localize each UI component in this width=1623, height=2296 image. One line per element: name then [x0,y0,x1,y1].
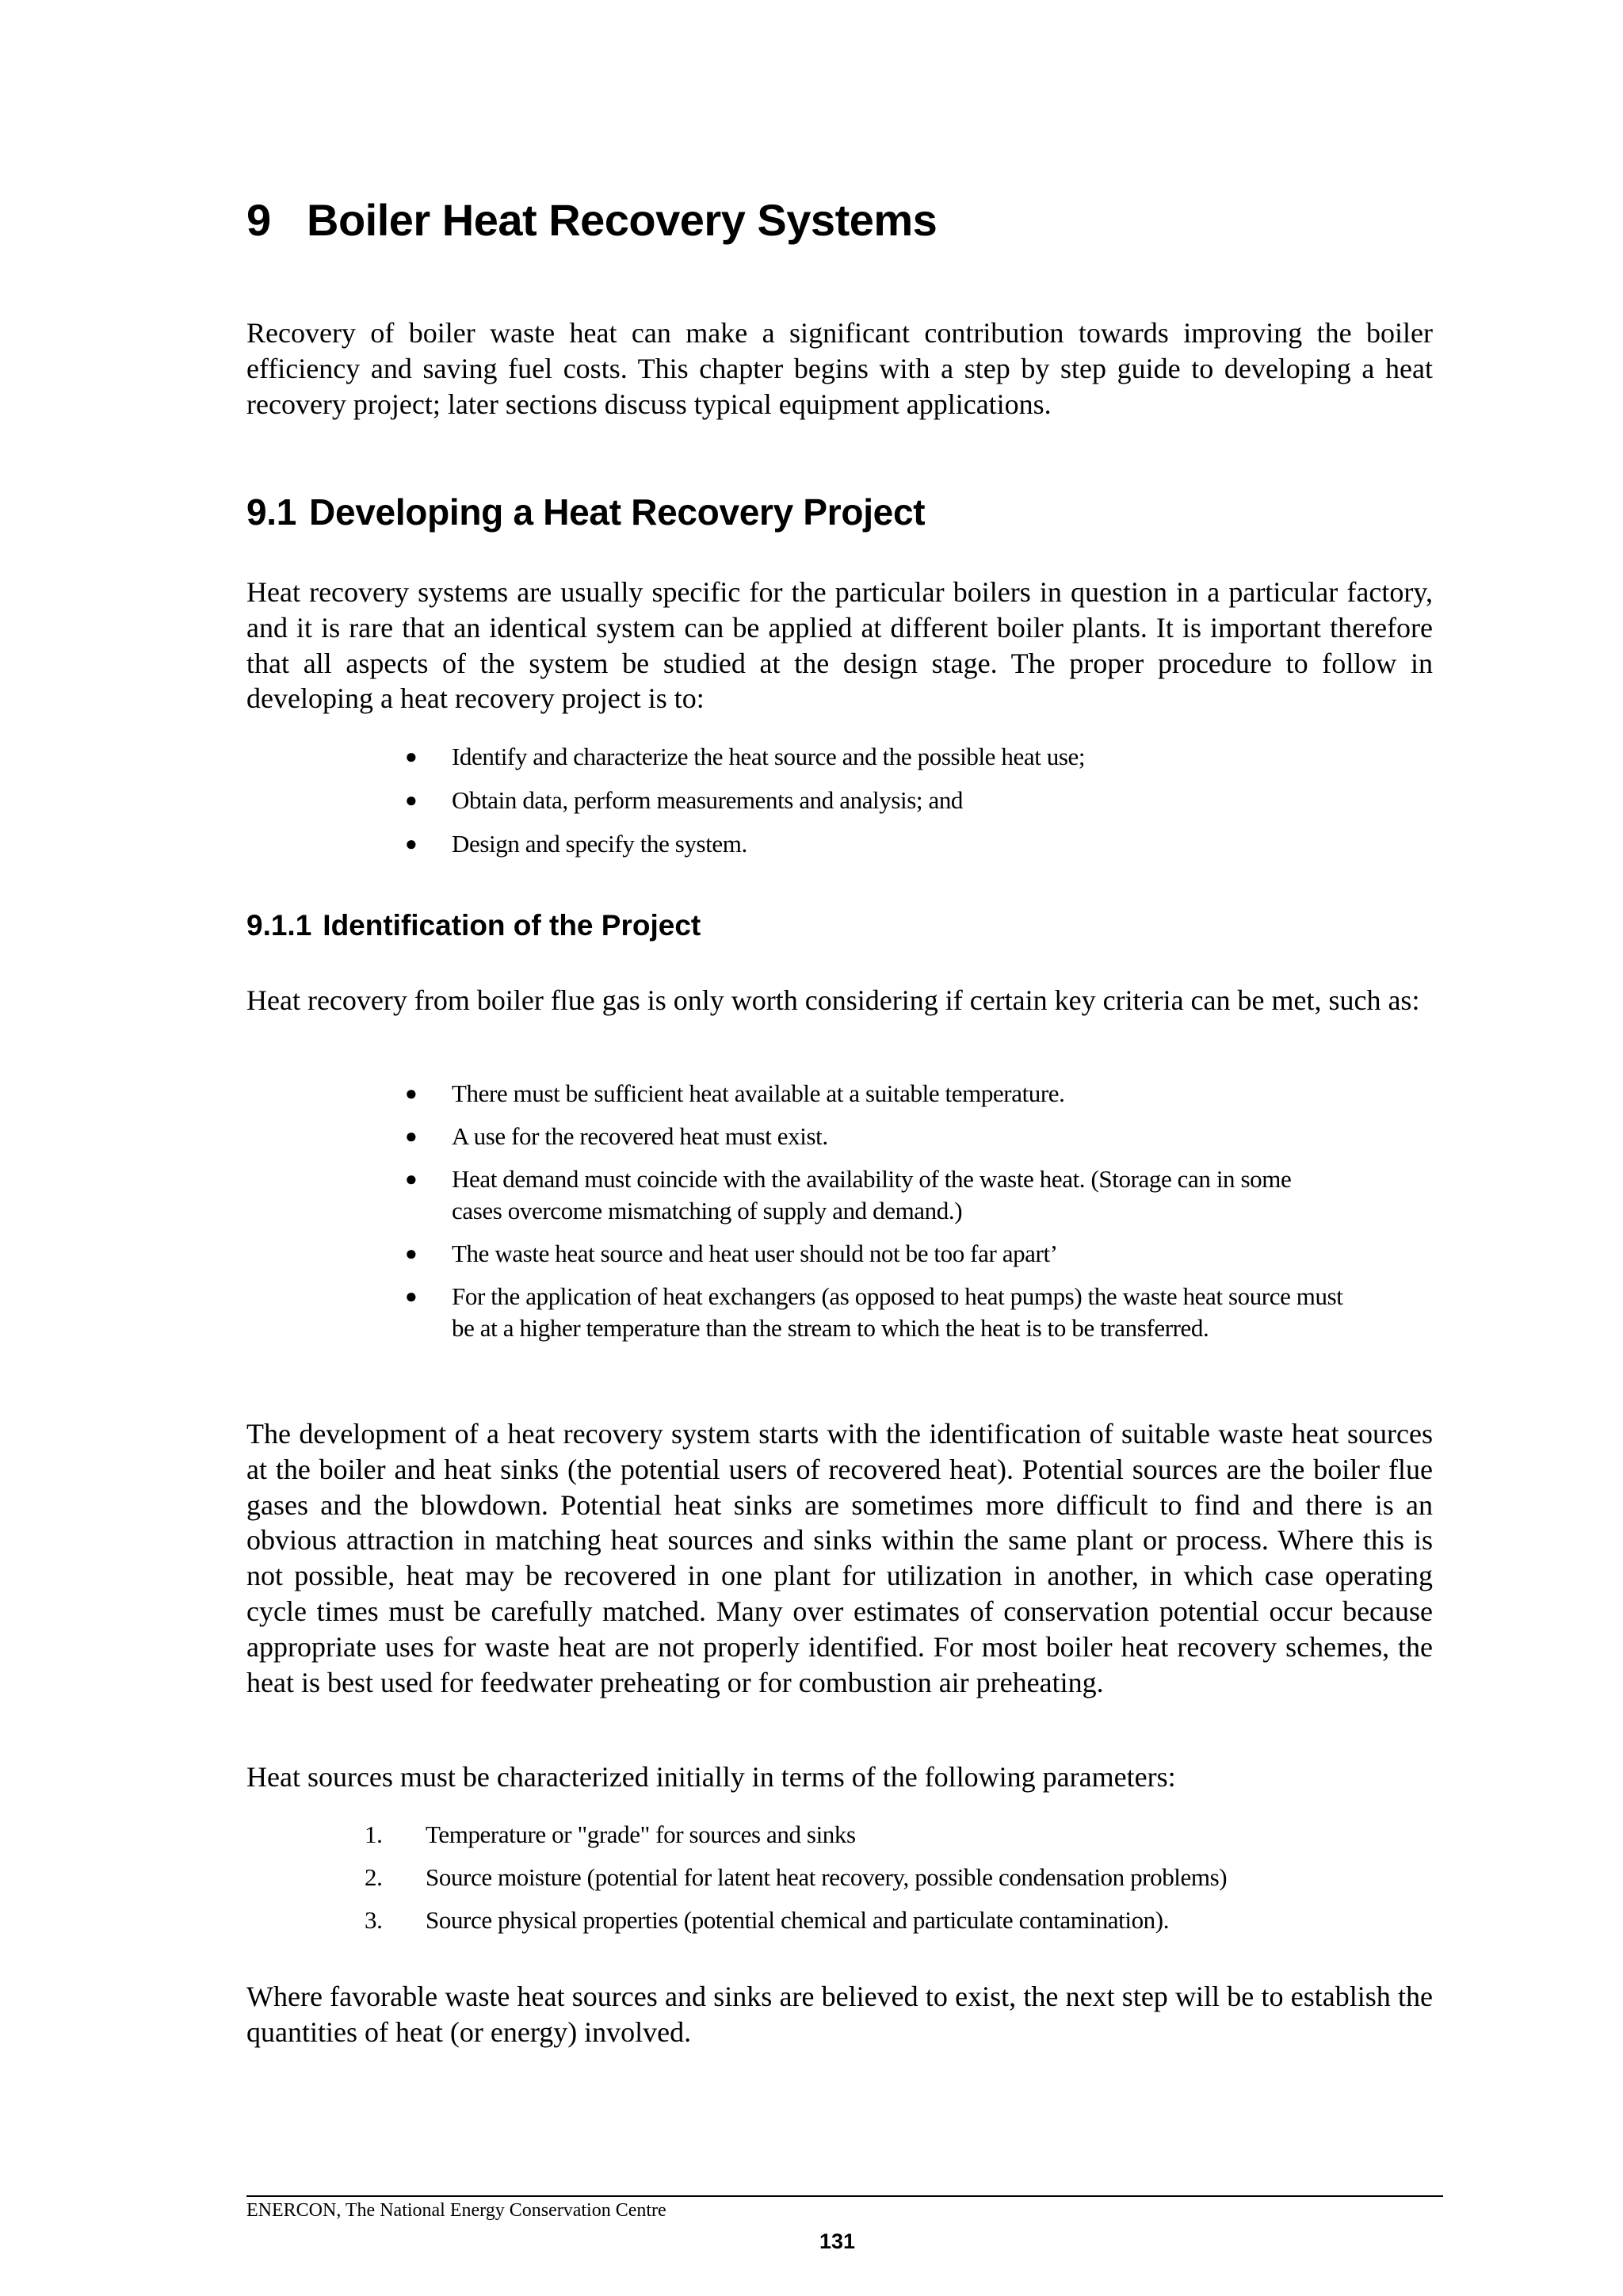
development-paragraph: The development of a heat recovery system starts with the identification of suitable waste heat sources at the boiler and heat sinks (the potential users of recovered heat). Potential sources are the boiler flue gases and the blowdown. Potential heat sinks are sometimes more difficult to find and there is an obvious attraction in matching heat sources and sinks within the same plant or process. Where this is not possible, heat may be recovered in one plant for utilization in another, in which case operating cycle times must be carefully matched. Many over estimates of conservation potential occur because appropriate uses for waste heat are not properly identified. For most boiler heat recovery schemes, the heat is best used for feedwater preheating or for combustion air preheating. [246,1418,1433,1698]
section-number: 9.1 [246,491,297,533]
list-item: ● Obtain data, perform measurements and analysis; and [0,785,1506,816]
criteria-list [0,1078,1506,1344]
footer-organization: ENERCON, The National Energy Conservation Centre [246,2200,666,2221]
bullet-icon: ● [405,1125,418,1148]
procedure-list [0,741,1506,860]
parameters-intro-paragraph: Heat sources must be characterized initially in terms of the following parameters: [246,1761,1176,1793]
bullet-icon: ● [405,1167,418,1190]
bullet-icon: ● [405,789,418,812]
list-item: ● Design and specify the system. [0,828,1506,860]
subsection-number: 9.1.1 [246,909,312,942]
chapter-heading [246,193,937,248]
subsection-title: Identification of the Project [323,909,701,942]
list-item: ● For the application of heat exchangers (as opposed to heat pumps) the waste heat source must be at a higher temperature than the stream to which the heat is to be transferred. [405,1282,1343,1342]
list-item: ● A use for the recovered heat must exist. [0,1121,1506,1152]
section-paragraph: Heat recovery systems are usually specific for the particular boilers in question in a particular factory, and it is rare that an identical system can be applied at different boiler plants. It is important therefore that all aspects of the system be studied at the design stage. The proper procedure to follow in developing a heat recovery project is to: [246,576,1433,715]
bullet-icon: ● [405,1082,418,1105]
subsection-heading [246,907,701,944]
page-number: 131 [819,2229,856,2253]
bullet-icon: ● [405,1242,418,1265]
closing-paragraph: Where favorable waste heat sources and sinks are believed to exist, the next step will be to establish the quantities of heat (or energy) involved. [246,1981,1433,2048]
list-item: ● Heat demand must coincide with the availability of the waste heat. (Storage can in some cases overcome mismatching of supply and demand.) [405,1165,1292,1224]
list-item: ● Identify and characterize the heat source and the possible heat use; [0,741,1506,773]
footer-divider [246,2195,1443,2197]
bullet-icon: ● [405,832,418,855]
chapter-intro-paragraph: Recovery of boiler waste heat can make a significant contribution towards improving the boiler efficiency and saving fuel costs. This chapter begins with a step by step guide to developing a heat recovery project; later sections discuss typical equipment applications. [246,317,1433,420]
list-item: ● The waste heat source and heat user should not be too far apart’ [0,1238,1506,1270]
section-title: Developing a Heat Recovery Project [309,491,926,533]
parameters-list [0,1819,1506,1936]
chapter-number: 9 [246,195,271,245]
chapter-title: Boiler Heat Recovery Systems [307,195,938,245]
list-item: 1. Temperature or "grade" for sources and sinks [365,1820,856,1848]
criteria-intro-paragraph: Heat recovery from boiler flue gas is only worth considering if certain key criteria can be met, such as: [246,984,1420,1016]
list-item: 2. Source moisture (potential for latent heat recovery, possible condensation problems) [365,1863,1228,1891]
list-item: ● There must be sufficient heat available at a suitable temperature. [0,1078,1506,1110]
bullet-icon: ● [405,1285,418,1308]
list-item: 3. Source physical properties (potential chemical and particulate contamination). [365,1906,1170,1934]
bullet-icon: ● [405,745,418,768]
section-heading [246,489,925,535]
